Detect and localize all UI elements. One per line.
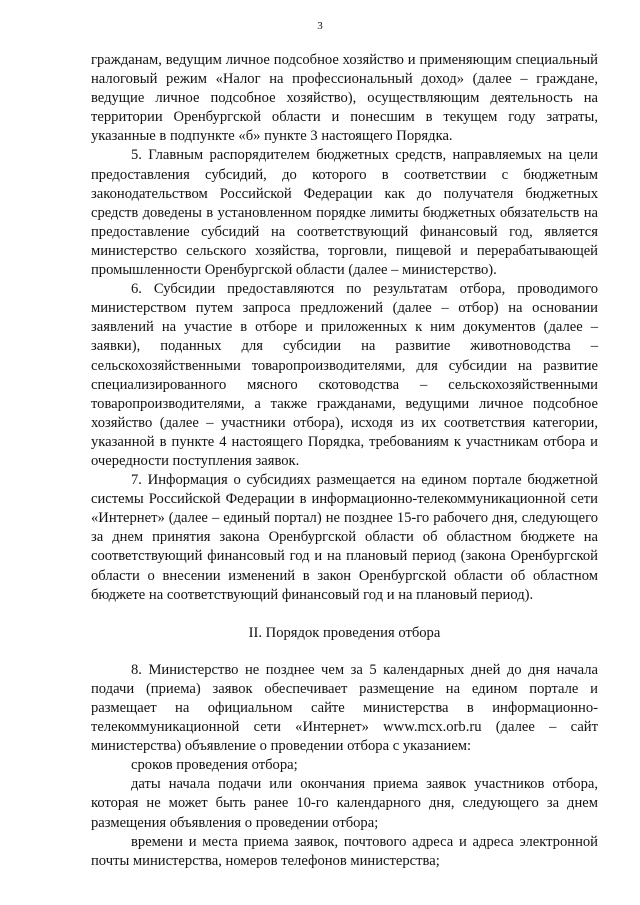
section-heading: II. Порядок проведения отбора <box>248 624 441 641</box>
paragraph-item-6: 6. Субсидии предоставляются по результатам отбора, проводимого министерством путем запроса предложений (далее – отбор) на основании заявлений на участие в отборе и приложенных к ним документов (далее – заявки), поданных для субсидии на развитие животноводства – сельскохозяйственными товаропроизводителями, для субсидии на развитие специализированного мясного скотоводства – сельскохозяйственными товаропроизводителями, а также гражданами, ведущими личное подсобное хозяйство (далее – участники отбора), исходя из их соответствия категории, указанной в пункте 4 настоящего Порядка, требованиям к участникам отбора и очередности поступления заявок. <box>91 281 598 469</box>
list-item-place-contacts: времени и места приема заявок, почтового адреса и адреса электронной почты министерства, номеров телефонов министерства; <box>91 833 598 869</box>
paragraph-item-5: 5. Главным распорядителем бюджетных средств, направляемых на цели предоставления субсидий, до которого в соответствии с бюджетным законодательством Российской Федерации как до получателя бюджетных средств доведены в установленном порядке лимиты бюджетных обязательств на предоставление субсидий на соответствующий финансовый год, является министерство сельского хозяйства, торговли, пищевой и перерабатывающей промышленности Оренбургской области (далее – министерство). <box>91 147 598 279</box>
list-item-dates: даты начала подачи или окончания приема заявок участников отбора, которая не может быть ранее 10-го календарного дня, следующего за днем размещения объявления о проведении отбора; <box>91 776 598 831</box>
paragraph-continuation: гражданам, ведущим личное подсобное хозяйство и применяющим специальный налоговый режим «Налог на профессиональный доход» (далее – граждане, ведущие личное подсобное хозяйство), осуществляющим деятельность на территории Оренбургской области и понесшим в текущем году затраты, указанные в подпункте «б» пункте 3 настоящего Порядка. <box>91 52 598 145</box>
page-number: 3 <box>317 20 323 32</box>
paragraph-item-8: 8. Министерство не позднее чем за 5 календарных дней до дня начала подачи (приема) заявок обеспечивает размещение на едином портале и размещает на официальном сайте министерства в информационно-телекоммуникационной сети «Интернет» www.mcx.orb.ru (далее – сайт министерства) объявление о проведении отбора с указанием: <box>91 661 598 755</box>
list-item-deadlines: сроков проведения отбора; <box>131 757 298 774</box>
document-body <box>91 51 598 871</box>
paragraph-item-7: 7. Информация о субсидиях размещается на едином портале бюджетной системы Российской Федерации в информационно-телекоммуникационной сети «Интернет» (далее – единый портал) не позднее 15-го рабочего дня, следующего за днем принятия закона Оренбургской области об областном бюджете на соответствующий финансовый год и на плановый период (закона Оренбургской области о внесении изменений в закон Оренбургской области об областном бюджете на соответствующий финансовый год и на плановый период). <box>91 472 598 603</box>
